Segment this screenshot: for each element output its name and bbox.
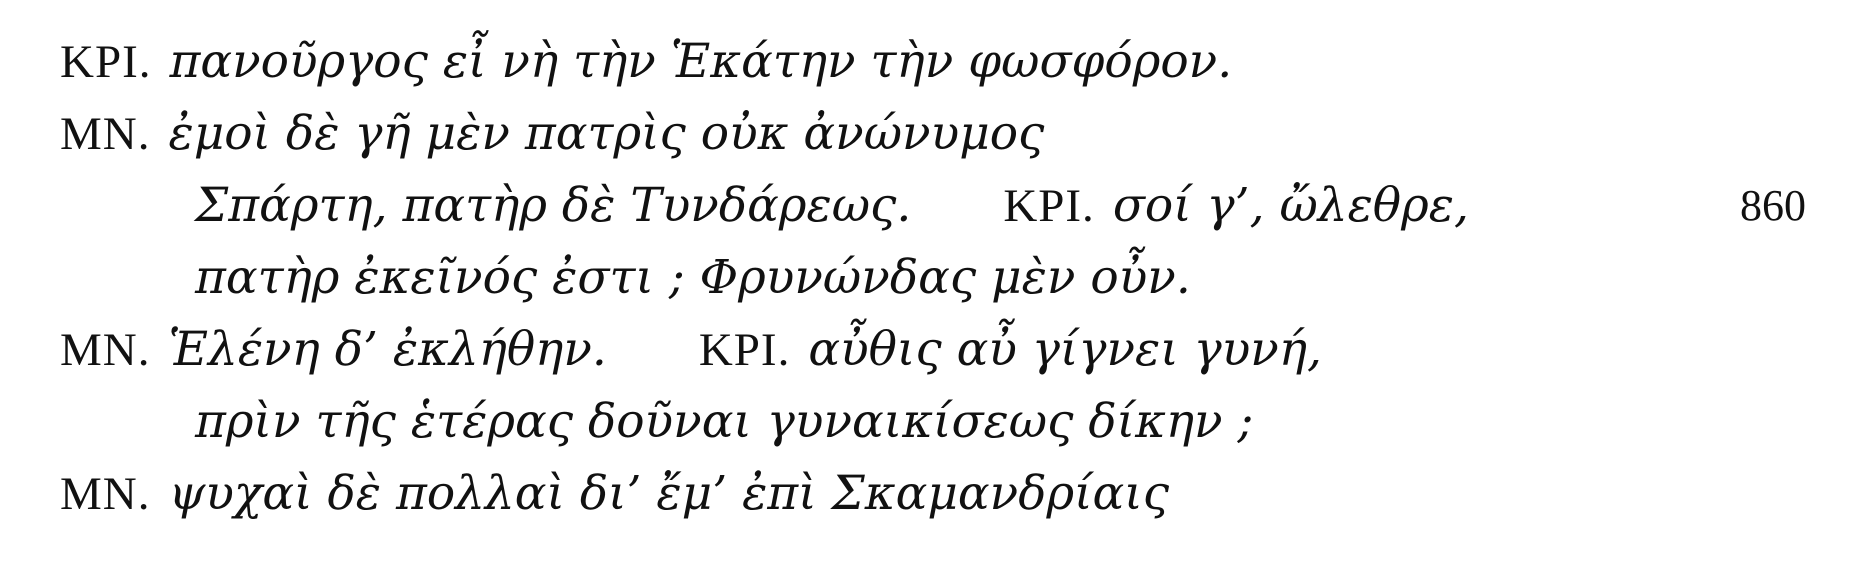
speaker-label: ΚΡΙ. (1003, 180, 1095, 232)
verse-text: Ἑλένη δ’ ἐκλήθην. (168, 322, 607, 377)
verse-line (60, 32, 1232, 92)
verse-text: πατὴρ ἐκεῖνός ἐστι ; Φρυνώνδας μὲν οὖν. (195, 250, 1191, 305)
speaker-label: ΚΡΙ. (60, 36, 152, 88)
speaker-label: ΚΡΙ. (698, 324, 791, 376)
line-number: 860 (1740, 181, 1806, 230)
verse-text: πανοῦργος εἶ νὴ τὴν Ἑκάτην τὴν φωσφόρον. (169, 34, 1233, 89)
speaker-label: ΜΝ. (60, 468, 151, 520)
verse-text: ψυχαὶ δὲ πολλαὶ δι’ ἔμ’ ἐπὶ Σκαμανδρίαις (168, 466, 1170, 521)
verse-text: ἐμοὶ δὲ γῆ μὲν πατρὶς οὐκ ἀνώνυμος (168, 106, 1045, 161)
verse-text: πρὶν τῆς ἑτέρας δοῦναι γυναικίσεως δίκην ; (195, 394, 1254, 449)
verse-line (60, 104, 1044, 164)
verse-text: Σπάρτη, πατὴρ δὲ Τυνδάρεως. (195, 178, 912, 233)
verse-line (60, 464, 1169, 524)
speaker-label: ΜΝ. (60, 108, 151, 160)
verse-text: σοί γ’, ὤλεθρε, (1112, 178, 1469, 233)
speaker-label: ΜΝ. (60, 324, 151, 376)
verse-line (60, 320, 1322, 380)
verse-line (195, 248, 1191, 308)
verse-line (195, 176, 1469, 236)
verse-text: αὖθις αὖ γίγνει γυνή, (808, 322, 1322, 377)
verse-line (195, 392, 1253, 452)
